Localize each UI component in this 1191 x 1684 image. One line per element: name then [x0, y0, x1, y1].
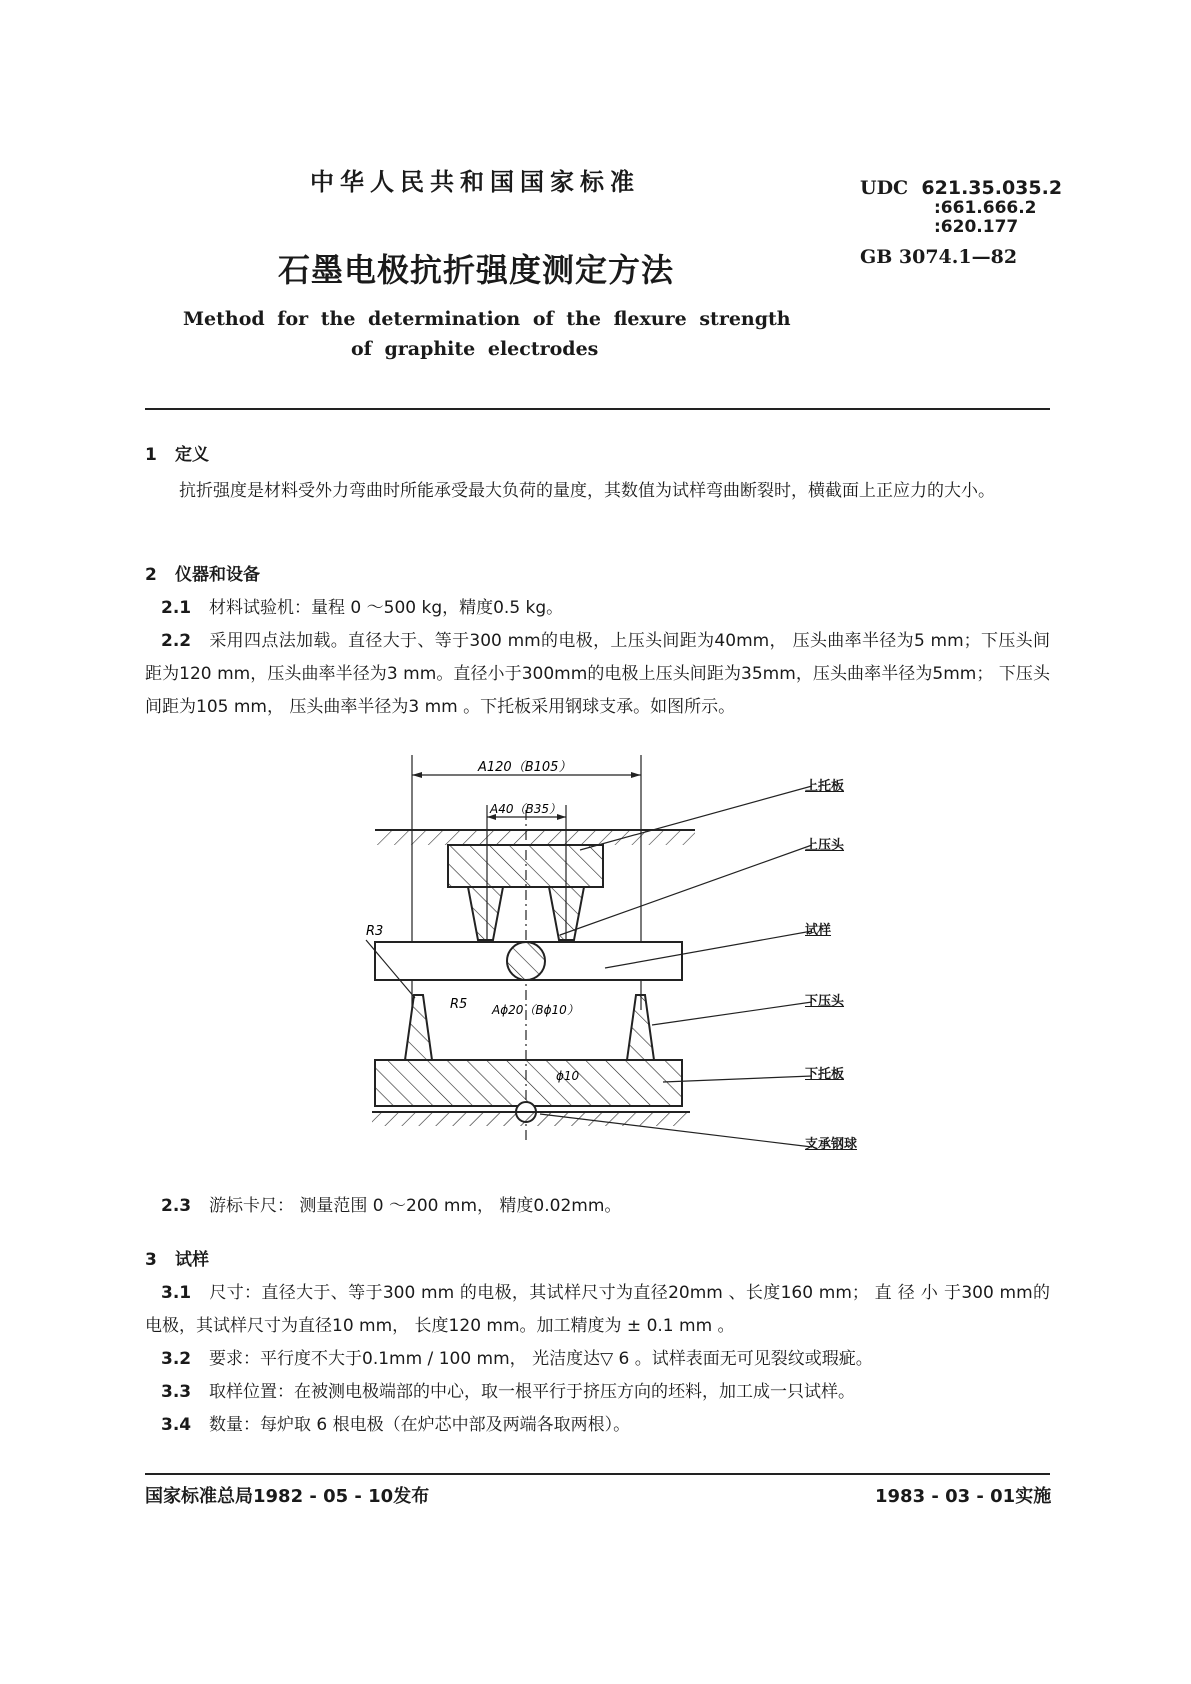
item-2-1 [145, 592, 1050, 625]
label-specimen: 试样 [805, 923, 832, 938]
section-2-title: 仪器和设备 [175, 565, 260, 585]
section-1-title: 定义 [175, 445, 209, 465]
document-title-en [183, 304, 791, 364]
section-1-paragraph: 抗折强度是材料受外力弯曲时所能承受最大负荷的量度，其数值为试样弯曲断裂时，横截面上正应力的大小。 [179, 481, 995, 501]
udc-code-1: 621.35.035.2 [921, 177, 1063, 199]
phi10-label: ϕ10 [556, 1069, 580, 1083]
item-2-2-text: 采用四点法加载。直径大于、等于300 mm的电极，上压头间距为40mm， 压头曲率半径为5 mm；下压头间距为120 mm，压头曲率半径为3 mm。直径小于300mm的电极上压头间距为35mm，压头曲率半径为5mm； 下压头间距为105 mm， 压头曲率半径为3 mm 。下托板采用钢球支承。如图所示。 [145, 631, 1050, 717]
section-3-heading [145, 1245, 209, 1270]
item-2-1-number: 2.1 [161, 598, 192, 618]
specimen [375, 942, 682, 980]
issue-date: 国家标准总局1982 - 05 - 10发布 [145, 1486, 430, 1507]
label-lower-head: 下压头 [805, 994, 845, 1009]
footer-rule [145, 1473, 1050, 1475]
section-2-number: 2 [145, 565, 157, 585]
item-3-1-number: 3.1 [161, 1283, 192, 1303]
r3-label: R3 [366, 924, 384, 939]
item-2-3 [145, 1190, 1050, 1223]
dim-inner-label: A40（B35） [490, 802, 561, 816]
udc-code-2: :661.666.2 [934, 198, 1037, 218]
document-title-cn: 石墨电极抗折强度测定方法 [278, 251, 675, 289]
item-2-2 [145, 625, 1050, 724]
label-lower-plate: 下托板 [805, 1067, 845, 1082]
section-1-number: 1 [145, 445, 157, 465]
section-3-number: 3 [145, 1250, 157, 1270]
lower-plate [372, 1060, 690, 1126]
four-point-bending-figure [360, 750, 860, 1150]
r5-label: R5 [450, 997, 468, 1012]
udc-label: UDC [860, 177, 909, 199]
item-3-3 [145, 1376, 1050, 1409]
item-3-2-number: 3.2 [161, 1349, 192, 1369]
section-3-title: 试样 [175, 1250, 209, 1270]
title-en-line2: of graphite electrodes [351, 338, 599, 360]
item-3-4 [145, 1409, 1050, 1442]
item-2-3-number: 2.3 [161, 1196, 192, 1216]
gb-code: GB 3074.1—82 [860, 246, 1018, 268]
section-1-heading [145, 440, 209, 465]
label-upper-head: 上压头 [805, 838, 845, 853]
label-ball: 支承钢球 [805, 1137, 858, 1152]
phi20-label: Aϕ20（Bϕ10） [492, 1003, 579, 1017]
udc-code-3: :620.177 [934, 217, 1019, 237]
item-2-1-text: 材料试验机：量程 0 ～500 kg，精度0.5 kg。 [209, 598, 564, 618]
upper-plate [375, 830, 695, 845]
item-3-4-text: 数量：每炉取 6 根电极（在炉芯中部及两端各取两根）。 [209, 1415, 631, 1435]
item-3-3-text: 取样位置：在被测电极端部的中心，取一根平行于挤压方向的坯料，加工成一只试样。 [209, 1382, 855, 1402]
standard-name: 中华人民共和国国家标准 [310, 168, 640, 196]
item-3-3-number: 3.3 [161, 1382, 192, 1402]
label-upper-plate: 上托板 [805, 779, 845, 794]
section-2-heading [145, 560, 260, 585]
dim-outer-label: A120（B105） [478, 760, 572, 775]
header-rule [145, 408, 1050, 410]
item-3-1-text: 尺寸：直径大于、等于300 mm 的电极，其试样尺寸为直径20mm 、长度160 mm； 直 径 小 于300 mm的电极，其试样尺寸为直径10 mm， 长度120 mm。加工精度为 ± 0.1 mm 。 [145, 1283, 1050, 1336]
item-3-2-text: 要求：平行度不大于0.1mm / 100 mm， 光洁度达▽ 6 。试样表面无可见裂纹或瑕疵。 [209, 1349, 873, 1369]
title-en-line1: Method for the determination of the flexure strength [183, 308, 791, 330]
effective-date: 1983 - 03 - 01实施 [875, 1486, 1052, 1507]
udc-code [860, 178, 1062, 237]
item-3-1 [145, 1277, 1050, 1343]
item-3-4-number: 3.4 [161, 1415, 192, 1435]
item-2-2-number: 2.2 [161, 631, 192, 651]
item-2-3-text: 游标卡尺： 测量范围 0 ～200 mm， 精度0.02mm。 [209, 1196, 622, 1216]
item-3-2 [145, 1343, 1050, 1376]
